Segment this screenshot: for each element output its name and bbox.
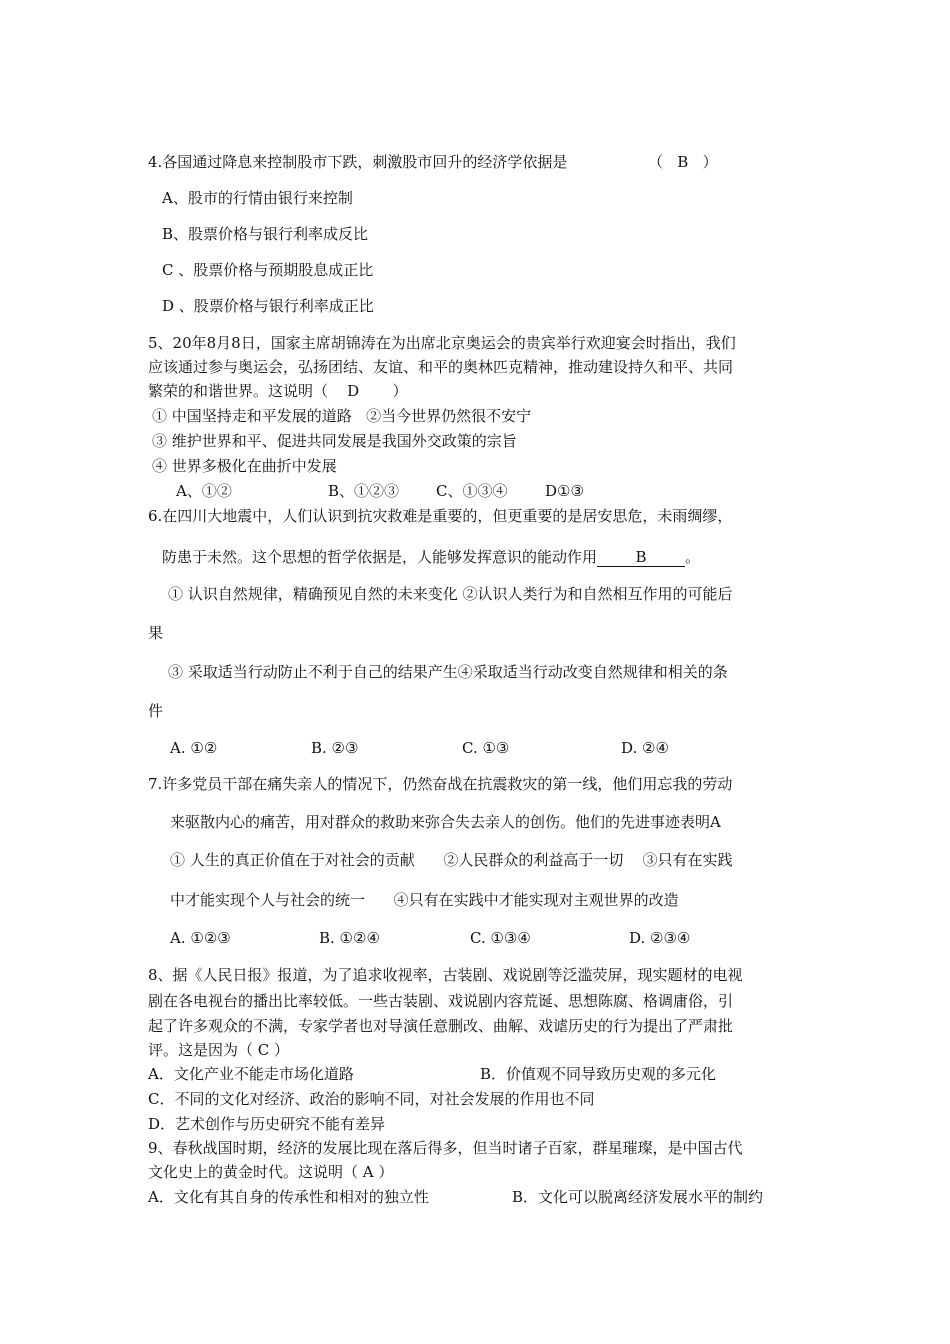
q6-answer-blank: B [597, 549, 685, 567]
q7-choice-b: B. ①②④ [319, 929, 380, 947]
q5-item-3: ④ 世界多极化在曲折中发展 [152, 457, 337, 475]
q7-choice-a: A. ①②③ [170, 929, 231, 947]
q7-stem-line1: 7.许多党员干部在痛失亲人的情况下，仍然奋战在抗震救灾的第一线，他们用忘我的劳动 [148, 775, 733, 793]
q9-option-a: A．文化有其自身的传承性和相对的独立性 [148, 1188, 429, 1206]
q5-item-2: ③ 维护世界和平、促进共同发展是我国外交政策的宗旨 [152, 432, 517, 450]
q5-choice-c: C、①③④ [436, 482, 508, 500]
q6-item-2: ③ 采取适当行动防止不利于自己的结果产生④采取适当行动改变自然规律和相关的条 [168, 663, 728, 681]
q6-stem-end: 。 [685, 548, 701, 566]
q8-option-d: D．艺术创作与历史研究不能有差异 [148, 1115, 386, 1133]
q4-answer: （ B ） [648, 153, 718, 171]
q4-option-a: A、股市的行情由银行来控制 [162, 189, 353, 207]
q5-choice-b: B、①②③ [328, 482, 400, 500]
q6-choice-d: D. ②④ [621, 739, 669, 757]
q8-stem-line3: 起了许多观众的不满，专家学者也对导演任意删改、曲解、戏谑历史的行为提出了严肃批 [148, 1017, 734, 1035]
q6-stem-line2 [162, 547, 700, 567]
q6-choice-b: B. ②③ [311, 739, 359, 757]
q9-stem-line1: 9、春秋战国时期，经济的发展比现在落后得多，但当时诸子百家，群星璀璨，是中国古代 [148, 1139, 743, 1157]
q9-stem-line2: 文化史上的黄金时代。这说明（ A ） [148, 1163, 394, 1181]
q7-item-line2: 中才能实现个人与社会的统一 ④只有在实践中才能实现对主观世界的改造 [170, 891, 679, 909]
q6-choice-c: C. ①③ [462, 739, 510, 757]
q4-option-d: D 、股票价格与银行利率成正比 [162, 297, 374, 315]
q5-item-1: ① 中国坚持走和平发展的道路 ②当今世界仍然很不安宁 [152, 407, 532, 425]
q7-choice-d: D. ②③④ [629, 929, 691, 947]
q4-stem: 4.各国通过降息来控制股市下跌，刺激股市回升的经济学依据是 [148, 153, 568, 171]
q5-choice-d: D①③ [545, 482, 584, 500]
q5-stem-line3: 繁荣的和谐世界。这说明（ D ） [148, 382, 408, 400]
q8-option-b: B．价值观不同导致历史观的多元化 [480, 1065, 717, 1083]
q8-stem-line4: 评。这是因为（ C ） [148, 1041, 290, 1059]
q7-choice-c: C. ①③④ [470, 929, 531, 947]
q8-stem-line2: 剧在各电视台的播出比率较低。一些古装剧、戏说剧内容荒诞、思想陈腐、格调庸俗，引 [148, 992, 734, 1010]
q7-stem-line2: 来驱散内心的痛苦，用对群众的救助来弥合失去亲人的创伤。他们的先进事迹表明A [170, 813, 721, 831]
q8-option-a: A．文化产业不能走市场化道路 [148, 1065, 354, 1083]
q6-stem-line1: 6.在四川大地震中，人们认识到抗灾救难是重要的，但更重要的是居安思危，未雨绸缪， [148, 507, 733, 525]
q8-stem-line1: 8、据《人民日报》报道，为了追求收视率，古装剧、戏说剧等泛滥荧屏，现实题材的电视 [148, 966, 743, 984]
q5-stem-line1: 5、20年8月8日，国家主席胡锦涛在为出席北京奥运会的贵宾举行欢迎宴会时指出，我们 [148, 334, 736, 352]
q8-option-c: C．不同的文化对经济、政治的影响不同，对社会发展的作用也不同 [148, 1090, 595, 1108]
q4-option-b: B、股票价格与银行利率成反比 [162, 225, 369, 243]
q4-option-c: C 、股票价格与预期股息成正比 [162, 261, 374, 279]
q5-stem-line2: 应该通过参与奥运会，弘扬团结、友谊、和平的奥林匹克精神，推动建设持久和平、共同 [148, 358, 734, 376]
q6-item-1-cont: 果 [148, 624, 164, 642]
q9-option-b: B．文化可以脱离经济发展水平的制约 [512, 1188, 764, 1206]
q6-stem-text: 防患于未然。这个思想的哲学依据是，人能够发挥意识的能动作用 [162, 548, 598, 566]
q7-item-line1: ① 人生的真正价值在于对社会的贡献 ②人民群众的利益高于一切 ③只有在实践 [170, 851, 733, 869]
q6-choice-a: A. ①② [170, 739, 218, 757]
q6-item-2-cont: 件 [148, 702, 164, 720]
q6-item-1: ① 认识自然规律，精确预见自然的未来变化 ②认识人类行为和自然相互作用的可能后 [168, 585, 733, 603]
q5-choice-a: A、①② [176, 482, 232, 500]
